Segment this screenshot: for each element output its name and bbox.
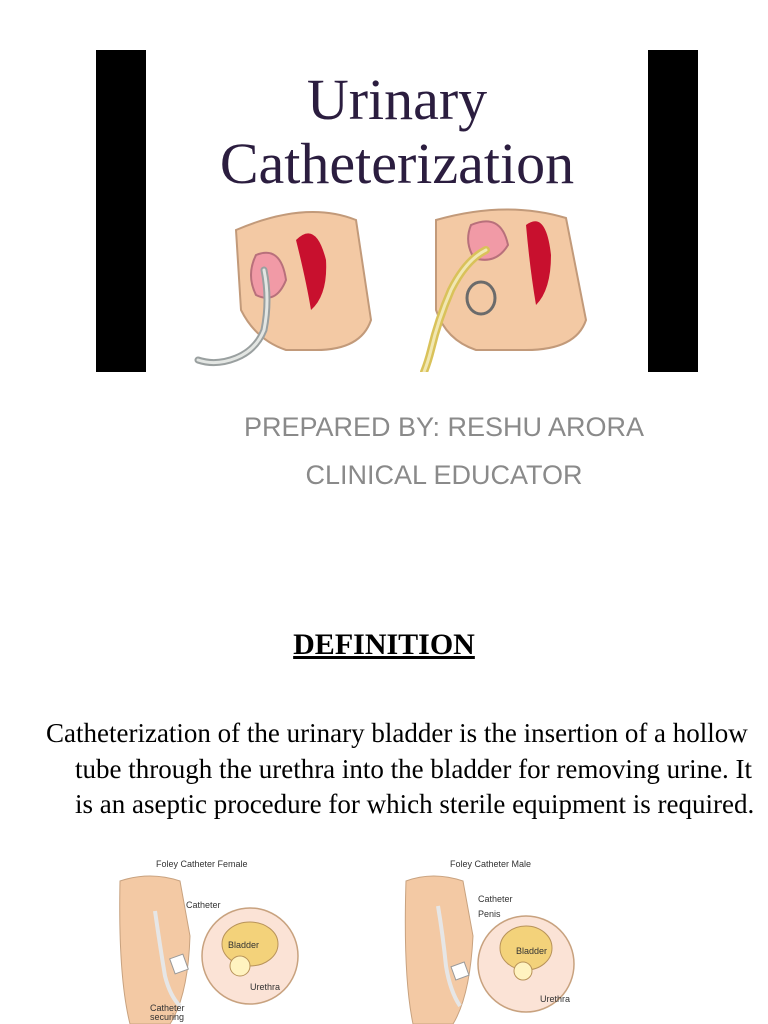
female-anatomy-drawing xyxy=(110,856,310,1024)
title-line-2: Catheterization xyxy=(219,131,575,196)
anatomy-illustration xyxy=(146,200,648,372)
female-label-securing: Catheter securing xyxy=(150,1003,185,1022)
female-catheter-diagram xyxy=(110,856,310,1024)
female-label-urethra: Urethra xyxy=(250,982,281,992)
male-label-penis: Penis xyxy=(478,909,501,919)
definition-heading: DEFINITION xyxy=(293,628,475,661)
male-label-catheter: Catheter xyxy=(478,894,513,904)
female-diagram-caption: Foley Catheter Female xyxy=(156,859,248,869)
banner-left-bar xyxy=(96,50,146,372)
banner-title xyxy=(146,68,648,196)
definition-text: Catheterization of the urinary bladder is the insertion of a hollow tube through the urethra into the bladder for removing urine. It is an aseptic procedure for which sterile equipment is required. xyxy=(46,718,755,819)
male-diagram-caption: Foley Catheter Male xyxy=(450,859,532,869)
male-label-bladder: Bladder xyxy=(516,946,548,956)
banner-right-bar xyxy=(648,50,698,372)
male-catheter-diagram xyxy=(398,856,598,1024)
author-name: PREPARED BY: RESHU ARORA xyxy=(243,412,645,442)
female-label-bladder: Bladder xyxy=(228,940,260,950)
title-banner xyxy=(96,50,698,372)
title-line-1: Urinary xyxy=(306,67,488,132)
male-label-urethra: Urethra xyxy=(540,994,571,1004)
female-label-catheter: Catheter xyxy=(186,900,221,910)
author-role: CLINICAL EDUCATOR xyxy=(305,460,583,490)
